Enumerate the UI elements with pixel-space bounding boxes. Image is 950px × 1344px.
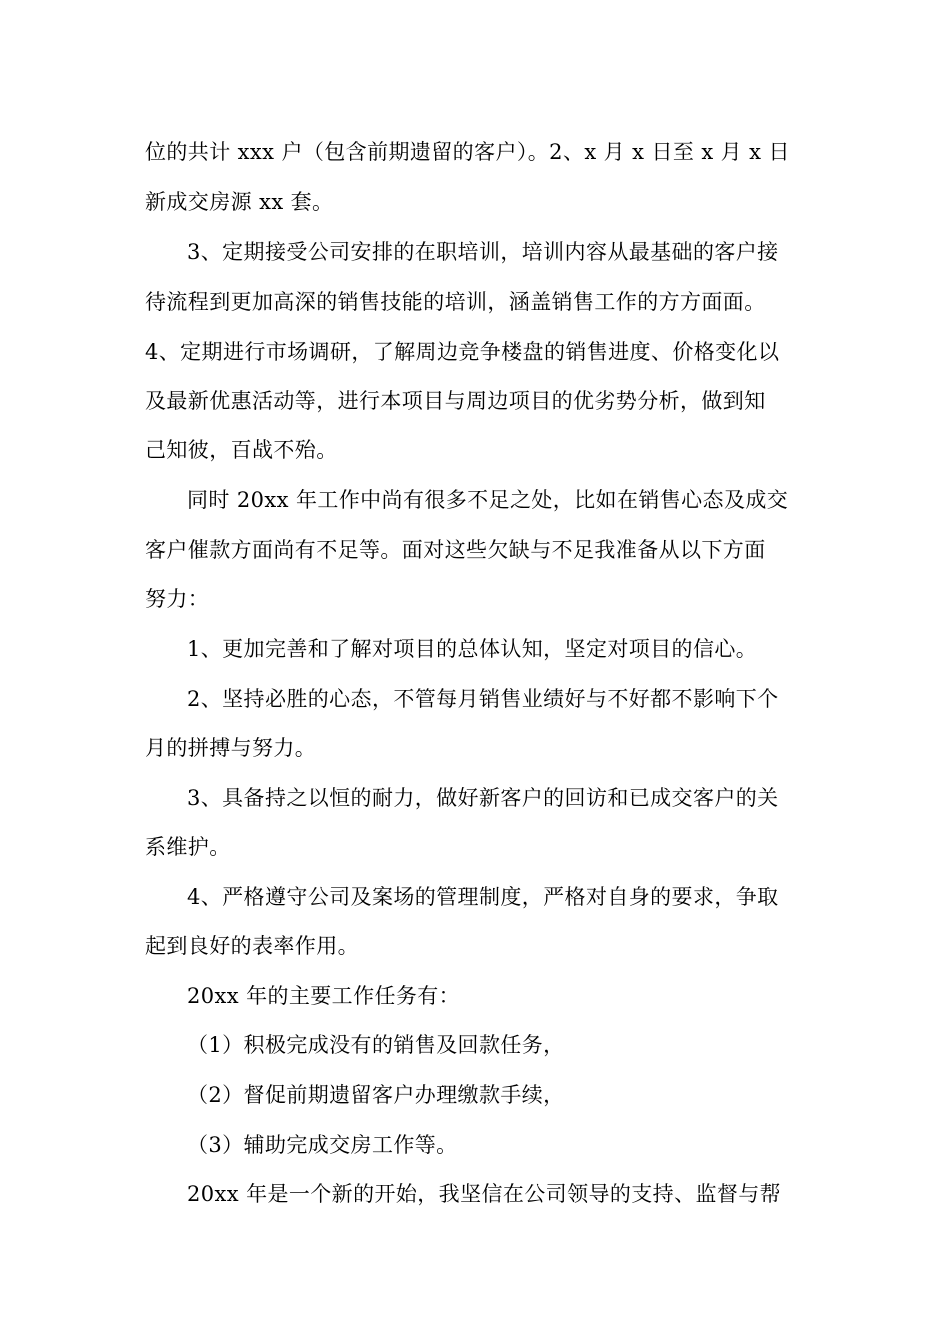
text-line: 新成交房源 xx 套。 [145, 190, 334, 214]
text-line: 1、更加完善和了解对项目的总体认知，坚定对项目的信心。 [187, 637, 758, 661]
text-line: 4、严格遵守公司及案场的管理制度，严格对自身的要求，争取 [187, 885, 779, 909]
text-line: （2）督促前期遗留客户办理缴款手续， [187, 1083, 565, 1107]
text-line: 及最新优惠活动等，进行本项目与周边项目的优劣势分析，做到知 [145, 389, 766, 413]
text-line: 4、定期进行市场调研，了解周边竞争楼盘的销售进度、价格变化以 [145, 340, 780, 364]
text-line: 同时 20xx 年工作中尚有很多不足之处，比如在销售心态及成交 [187, 488, 789, 512]
text-line: 系维护。 [145, 835, 231, 859]
text-line: 努力： [145, 587, 210, 611]
text-line: 月的拼搏与努力。 [145, 736, 317, 760]
text-line: 20xx 年是一个新的开始，我坚信在公司领导的支持、监督与帮 [187, 1182, 782, 1206]
text-line: 2、坚持必胜的心态，不管每月销售业绩好与不好都不影响下个 [187, 687, 779, 711]
text-line: 3、定期接受公司安排的在职培训，培训内容从最基础的客户接 [187, 240, 779, 264]
text-line: （1）积极完成没有的销售及回款任务， [187, 1033, 565, 1057]
text-line: 20xx 年的主要工作任务有： [187, 984, 461, 1008]
text-line: 待流程到更加高深的销售技能的培训，涵盖销售工作的方方面面。 [145, 290, 766, 314]
text-line: 3、具备持之以恒的耐力，做好新客户的回访和已成交客户的关 [187, 786, 779, 810]
text-line: 起到良好的表率作用。 [145, 934, 359, 958]
text-line: （3）辅助完成交房工作等。 [187, 1133, 458, 1157]
text-line: 己知彼，百战不殆。 [145, 438, 338, 462]
text-line: 客户催款方面尚有不足等。面对这些欠缺与不足我准备从以下方面 [145, 538, 766, 562]
text-line: 位的共计 xxx 户（包含前期遗留的客户）。2、x 月 x 日至 x 月 x 日 [145, 140, 790, 164]
